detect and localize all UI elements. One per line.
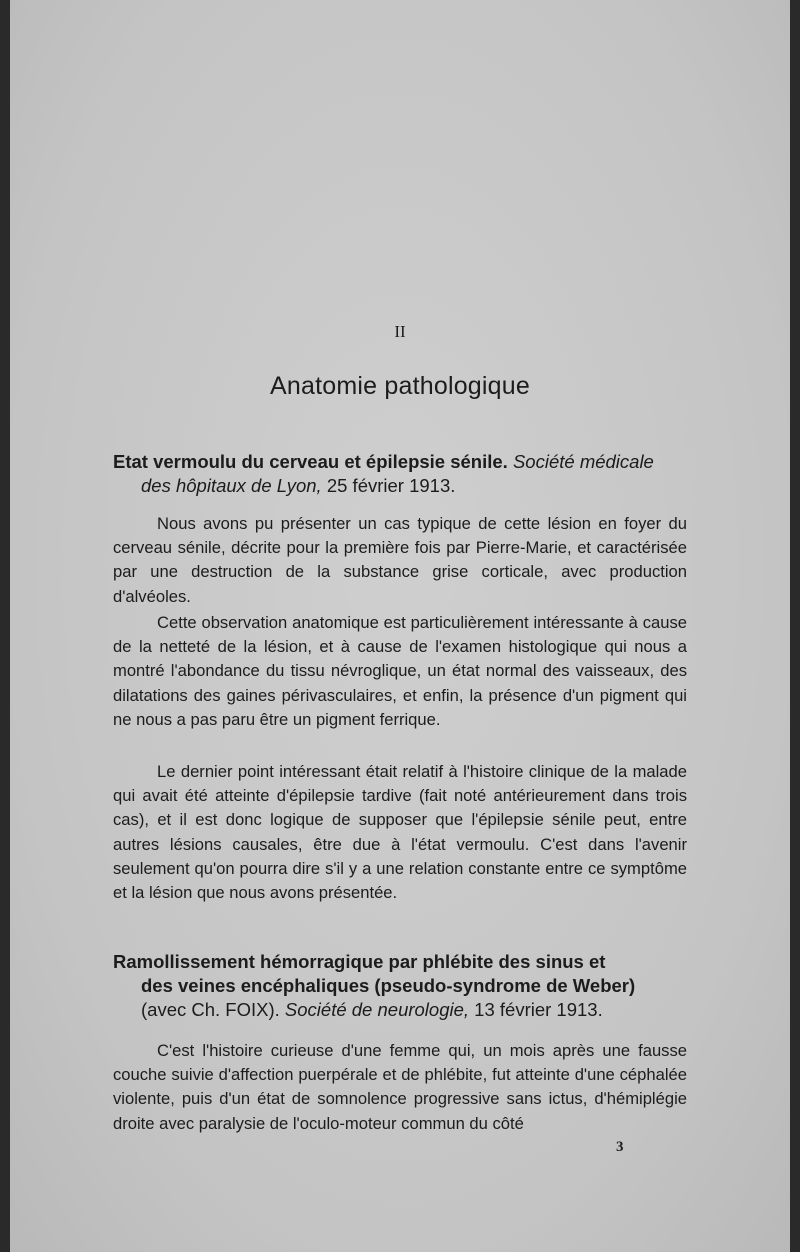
page-number: 3	[616, 1139, 624, 1155]
entry-1-journal-cont: des hôpitaux de Lyon,	[141, 475, 322, 496]
entry-2-title-bold-2: des veines encéphaliques (pseudo-syndrome de Weber)	[141, 975, 636, 996]
entry-1-date: 25 février 1913.	[326, 475, 456, 496]
entry-2-journal: Société de neurologie,	[284, 999, 470, 1020]
paragraph: Cette observation anatomique est particulièrement intéressante à cause de la netteté de la lésion, et à cause de l'examen histologique qui nous a montré l'abondance du tissu névroglique, un état normal des vaisseaux, des dilatations des gaines périvasculaires, et enfin, la présence d'un pigment qui ne nous a pas paru être un pigment ferrique.	[113, 613, 687, 729]
paragraph: C'est l'histoire curieuse d'une femme qui, un mois après une fausse couche suivie d'affection puerpérale et de phlébite, fut atteinte d'une céphalée violente, puis d'un état de somnolence progressive sans ictus, d'hémiplégie droite avec paralysie de l'oculo-moteur commun du côté	[113, 1041, 687, 1133]
entry-2-title-bold-1: Ramollissement hémorragique par phlébite des sinus et	[113, 951, 606, 972]
document-page	[10, 0, 790, 1252]
section-number: II	[394, 322, 406, 341]
entry-2-date: 13 février 1913.	[474, 999, 603, 1020]
entry-1-title-bold: Etat vermoulu du cerveau et épilepsie sénile.	[113, 451, 508, 472]
entry-2-coauthor: (avec Ch. FOIX).	[141, 999, 280, 1020]
entry-title-2	[113, 950, 693, 1022]
entry-title-1	[113, 450, 693, 498]
entry-1-journal: Société médicale	[512, 451, 654, 472]
paragraph: Nous avons pu présenter un cas typique de cette lésion en foyer du cerveau sénile, décrite pour la première fois par Pierre-Marie, et caractérisée par une destruction de la substance grise corticale, avec production d'alvéoles.	[113, 514, 687, 606]
paragraph: Le dernier point intéressant était relatif à l'histoire clinique de la malade qui avait été atteinte d'épilepsie tardive (fait noté antérieurement dans trois cas), et il est donc logique de supposer que l'épilepsie sénile peut, entre autres lésions causales, être due à l'état vermoulu. C'est dans l'avenir seulement qu'on pourra dire s'il y a une relation constante entre ce symptôme et la lésion que nous avons présentée.	[113, 762, 687, 903]
section-title: Anatomie pathologique	[270, 372, 530, 400]
